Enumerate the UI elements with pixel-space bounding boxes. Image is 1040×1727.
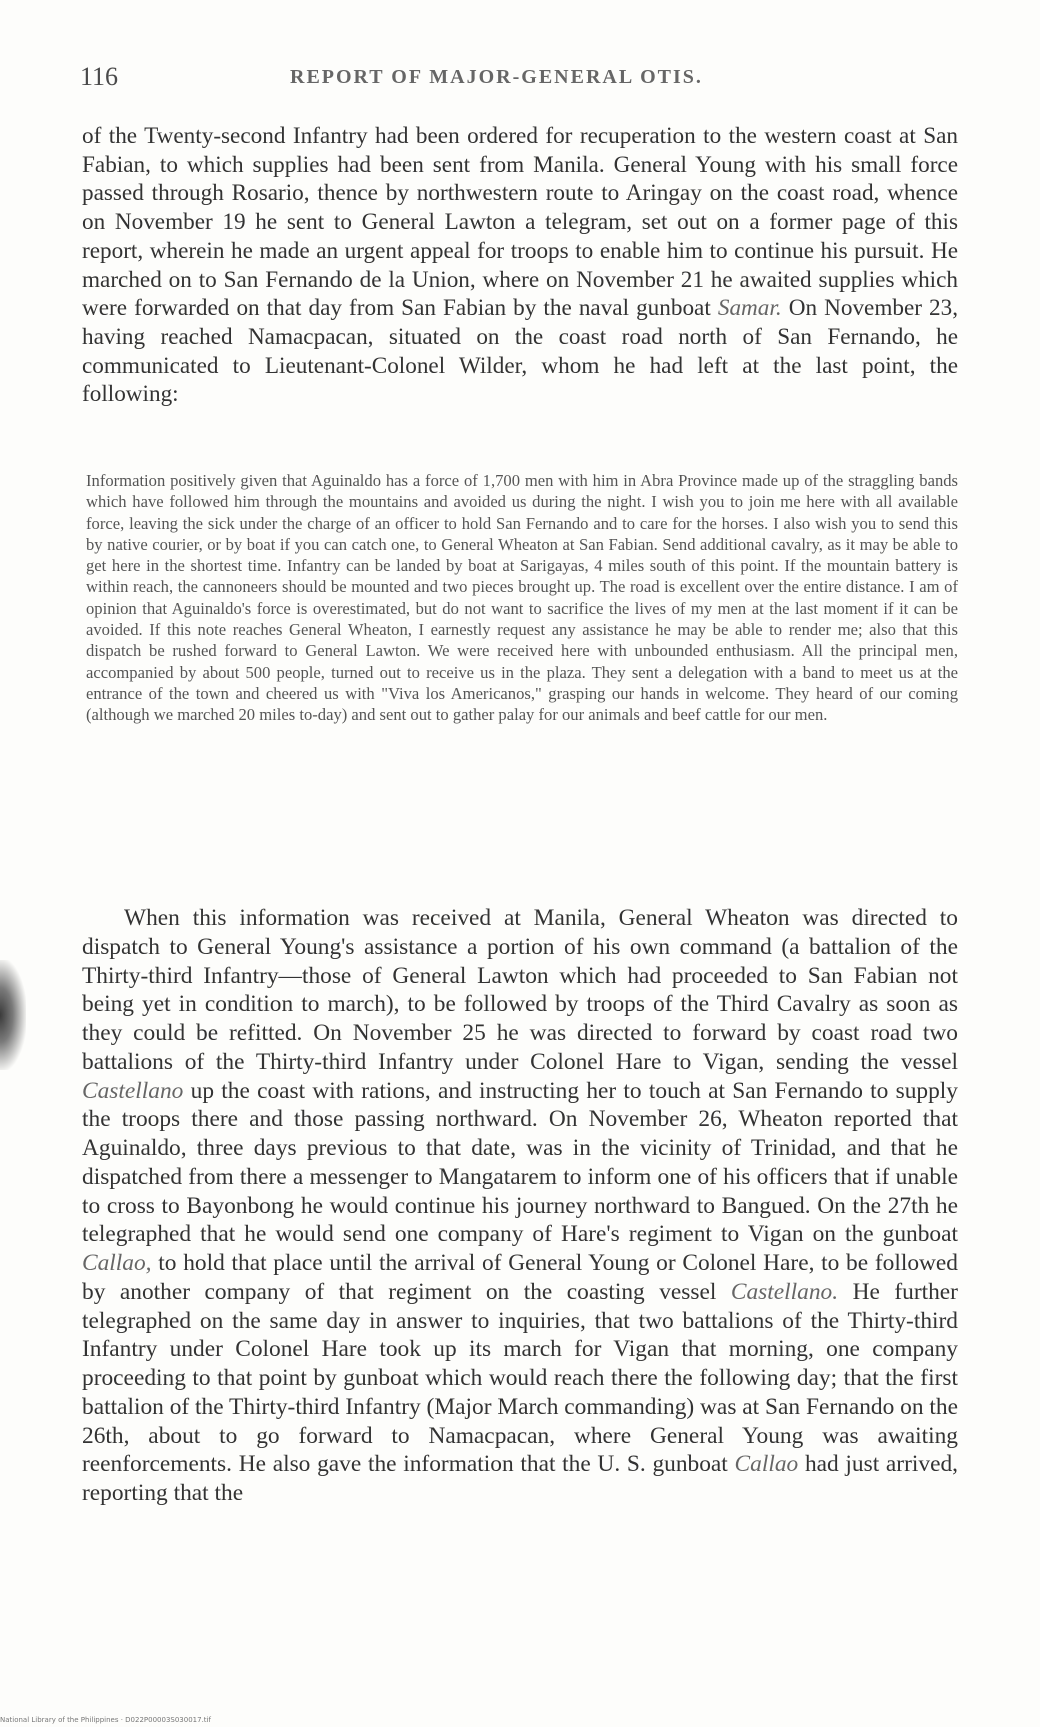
paragraph-2-text-c: to hold that place until the arrival of General Young or Colonel Hare, to be followed by another company of that regiment on the coasting vessel	[82, 1250, 958, 1305]
binding-shadow	[0, 960, 26, 1070]
paragraph-1-text-a: of the Twenty-second Infantry had been ordered for recuperation to the western coast at San Fabian, to which supplies had been sent from Manila. General Young with his small force passed through Rosario, thence by northwestern route to Aringay on the coast road, whence on November 19 he sent to General Lawton a telegram, set out on a former page of this report, wherein he made an urgent appeal for troops to enable him to continue his pursuit. He marched on to San Fernando de la Union, where on November 21 he awaited supplies which were forwarded on that day from San Fabian by the naval gunboat	[82, 123, 958, 322]
running-head: REPORT OF MAJOR-GENERAL OTIS.	[290, 66, 703, 88]
paragraph-2-text-b: up the coast with rations, and instructing her to touch at San Fernando to supply the troops there and those passing northward. On November 26, Wheaton reported that Aguinaldo, three days previous to that date, was in the vicinity of Trinidad, and that he dispatched from there a messenger to Mangatarem to inform one of his officers that if unable to cross to Bayonbong he would continue his journey northward to Bangued. On the 27th he telegraphed that he would send one company of Hare's regiment to Vigan on the gunboat	[82, 1077, 958, 1248]
paragraph-2-text-d: He further telegraphed on the same day in answer to inquiries, that two battalions of the Thirty-third Infantry under Colonel Hare took up its march for Vigan that morning, one company proceeding to that point by gunboat which would reach there the following day; that the first battalion of the Thirty-third Infantry (Major March commanding) was at San Fernando on the 26th, about to go forward to Namacpacan, where General Young was awaiting reenforcements. He also gave the information that the U. S. gunboat	[82, 1278, 958, 1478]
quoted-dispatch: Information positively given that Aguinaldo has a force of 1,700 men with him in Abra Province made up of the straggling bands which have followed him through the mountains and avoided us during the night. I wish you to join me here with all available force, leaving the sick under the charge of an officer to hold San Fernando and to care for the horses. I also wish you to send this by native courier, or by boat if you can catch one, to General Wheaton at San Fabian. Send additional cavalry, as it may be able to get here in the shortest time. Infantry can be landed by boat at Sarigayas, 4 miles south of this point. If the mountain battery is within reach, the cannoneers should be mounted and two pieces brought up. The road is excellent over the entire distance. I am of opinion that Aguinaldo's force is overestimated, but do not want to sacrifice the lives of my men at the last moment if it can be avoided. If this note reaches General Wheaton, I earnestly request any assistance he may be able to render me; also that this dispatch be rushed forward to General Lawton. We were received here with unbounded enthusiasm. All the principal men, accompanied by about 500 people, turned out to receive us in the plaza. They sent a delegation with a band to meet us at the entrance of the town and cheered us with "Viva los Americanos," grasping our hands in welcome. They heard of our coming (although we marched 20 miles to-day) and sent out to gather palay for our animals and beef cattle for our men.	[86, 471, 958, 725]
page-number: 116	[80, 62, 119, 91]
vessel-name-castellano: Castellano	[82, 1077, 184, 1104]
paragraph-2-text-e: had just arrived, reporting that the	[82, 1451, 959, 1506]
vessel-name-callao-2: Callao	[734, 1451, 799, 1478]
paragraph-1	[82, 122, 958, 409]
vessel-name-castellano-2: Castellano.	[730, 1278, 839, 1305]
paragraph-2	[82, 904, 958, 1508]
page-header	[80, 62, 960, 102]
scan-credit: National Library of the Philippines · D022P00003S030017.tif	[0, 1716, 211, 1724]
vessel-name-samar: Samar.	[717, 295, 782, 322]
vessel-name-callao: Callao,	[82, 1250, 152, 1276]
paragraph-1-text-b: On November 23, having reached Namacpacan, situated on the coast road north of San Fernando, he communicated to Lieutenant-Colonel Wilder, whom he had left at the last point, the following:	[82, 295, 959, 408]
paragraph-2-text-a: When this information was received at Manila, General Wheaton was directed to dispatch to General Young's assistance a portion of his own command (a battalion of the Thirty-third Infantry—those of General Lawton which had proceeded to San Fabian not being yet in condition to march), to be followed by troops of the Third Cavalry as soon as they could be refitted. On November 25 he was directed to forward by coast road two battalions of the Thirty-third Infantry under Colonel Hare to Vigan, sending the vessel	[82, 905, 958, 1075]
